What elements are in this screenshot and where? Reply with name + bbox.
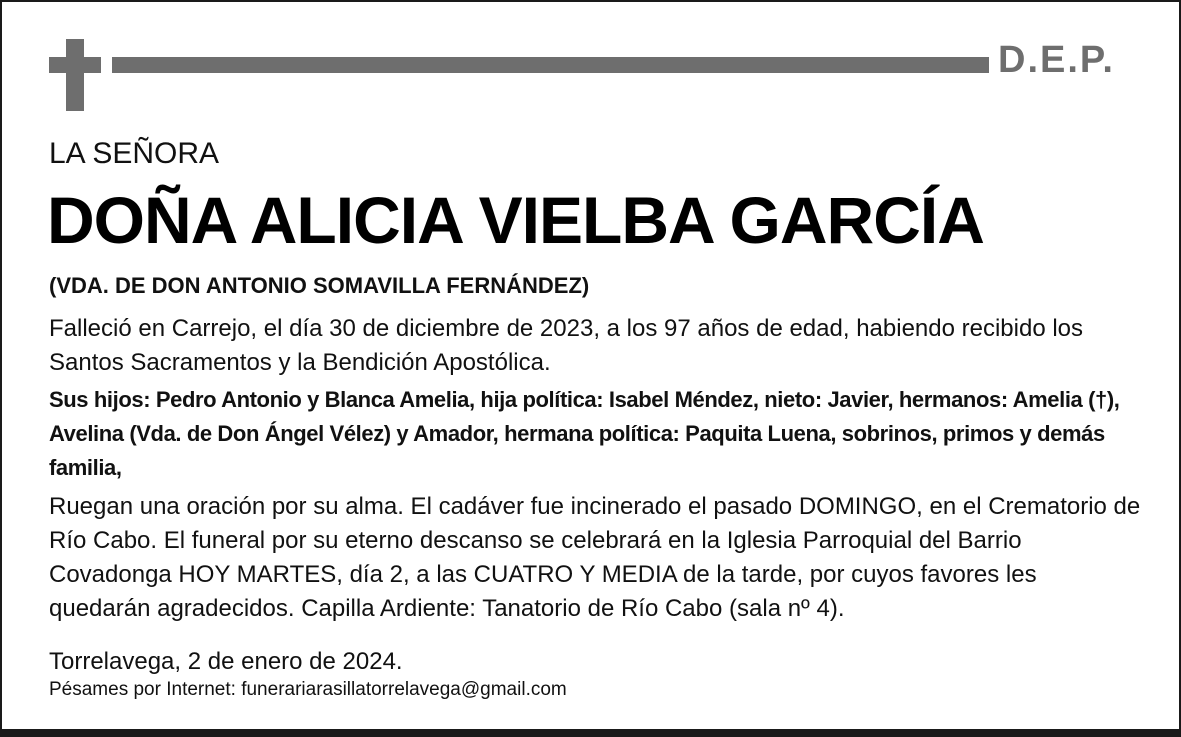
service-paragraph: Ruegan una oración por su alma. El cadáver fue incinerado el pasado DOMINGO, en el Crematorio de Río Cabo. El funeral por su eterno descanso se celebrará en la Iglesia Parroquial del Barrio Covadonga HOY MARTES, día 2, a las CUATRO Y MEDIA de la tarde, por cuyos favores les quedarán agradecidos. Capilla Ardiente: Tanatorio de Río Cabo (sala nº 4). (49, 493, 1141, 622)
cross-horizontal-bar (49, 57, 101, 73)
cross-vertical-bar (66, 39, 84, 111)
death-paragraph: Falleció en Carrejo, el día 30 de diciembre de 2023, a los 97 años de edad, habiendo recibido los Santos Sacramentos y la Bendición Apostólica. (49, 315, 1084, 376)
family-paragraph: Sus hijos: Pedro Antonio y Blanca Amelia, hija política: Isabel Méndez, nieto: Javier, hermanos: Amelia (†), Avelina (Vda. de Don Ángel Vélez) y Amador, hermana política: Paquita Luena, sobrinos, primos y demás familia, (49, 387, 1120, 480)
deceased-name: DOÑA ALICIA VIELBA GARCÍA (47, 183, 984, 257)
rip-label: D.E.P. (998, 39, 1115, 81)
widow-of-line: (VDA. DE DON ANTONIO SOMAVILLA FERNÁNDEZ) (49, 273, 590, 298)
honorific-title: LA SEÑORA (49, 137, 220, 170)
condolences-line: Pésames por Internet: funerariarasillatorrelavega@gmail.com (49, 679, 567, 700)
header-rule (112, 57, 989, 73)
place-date: Torrelavega, 2 de enero de 2024. (49, 648, 403, 675)
